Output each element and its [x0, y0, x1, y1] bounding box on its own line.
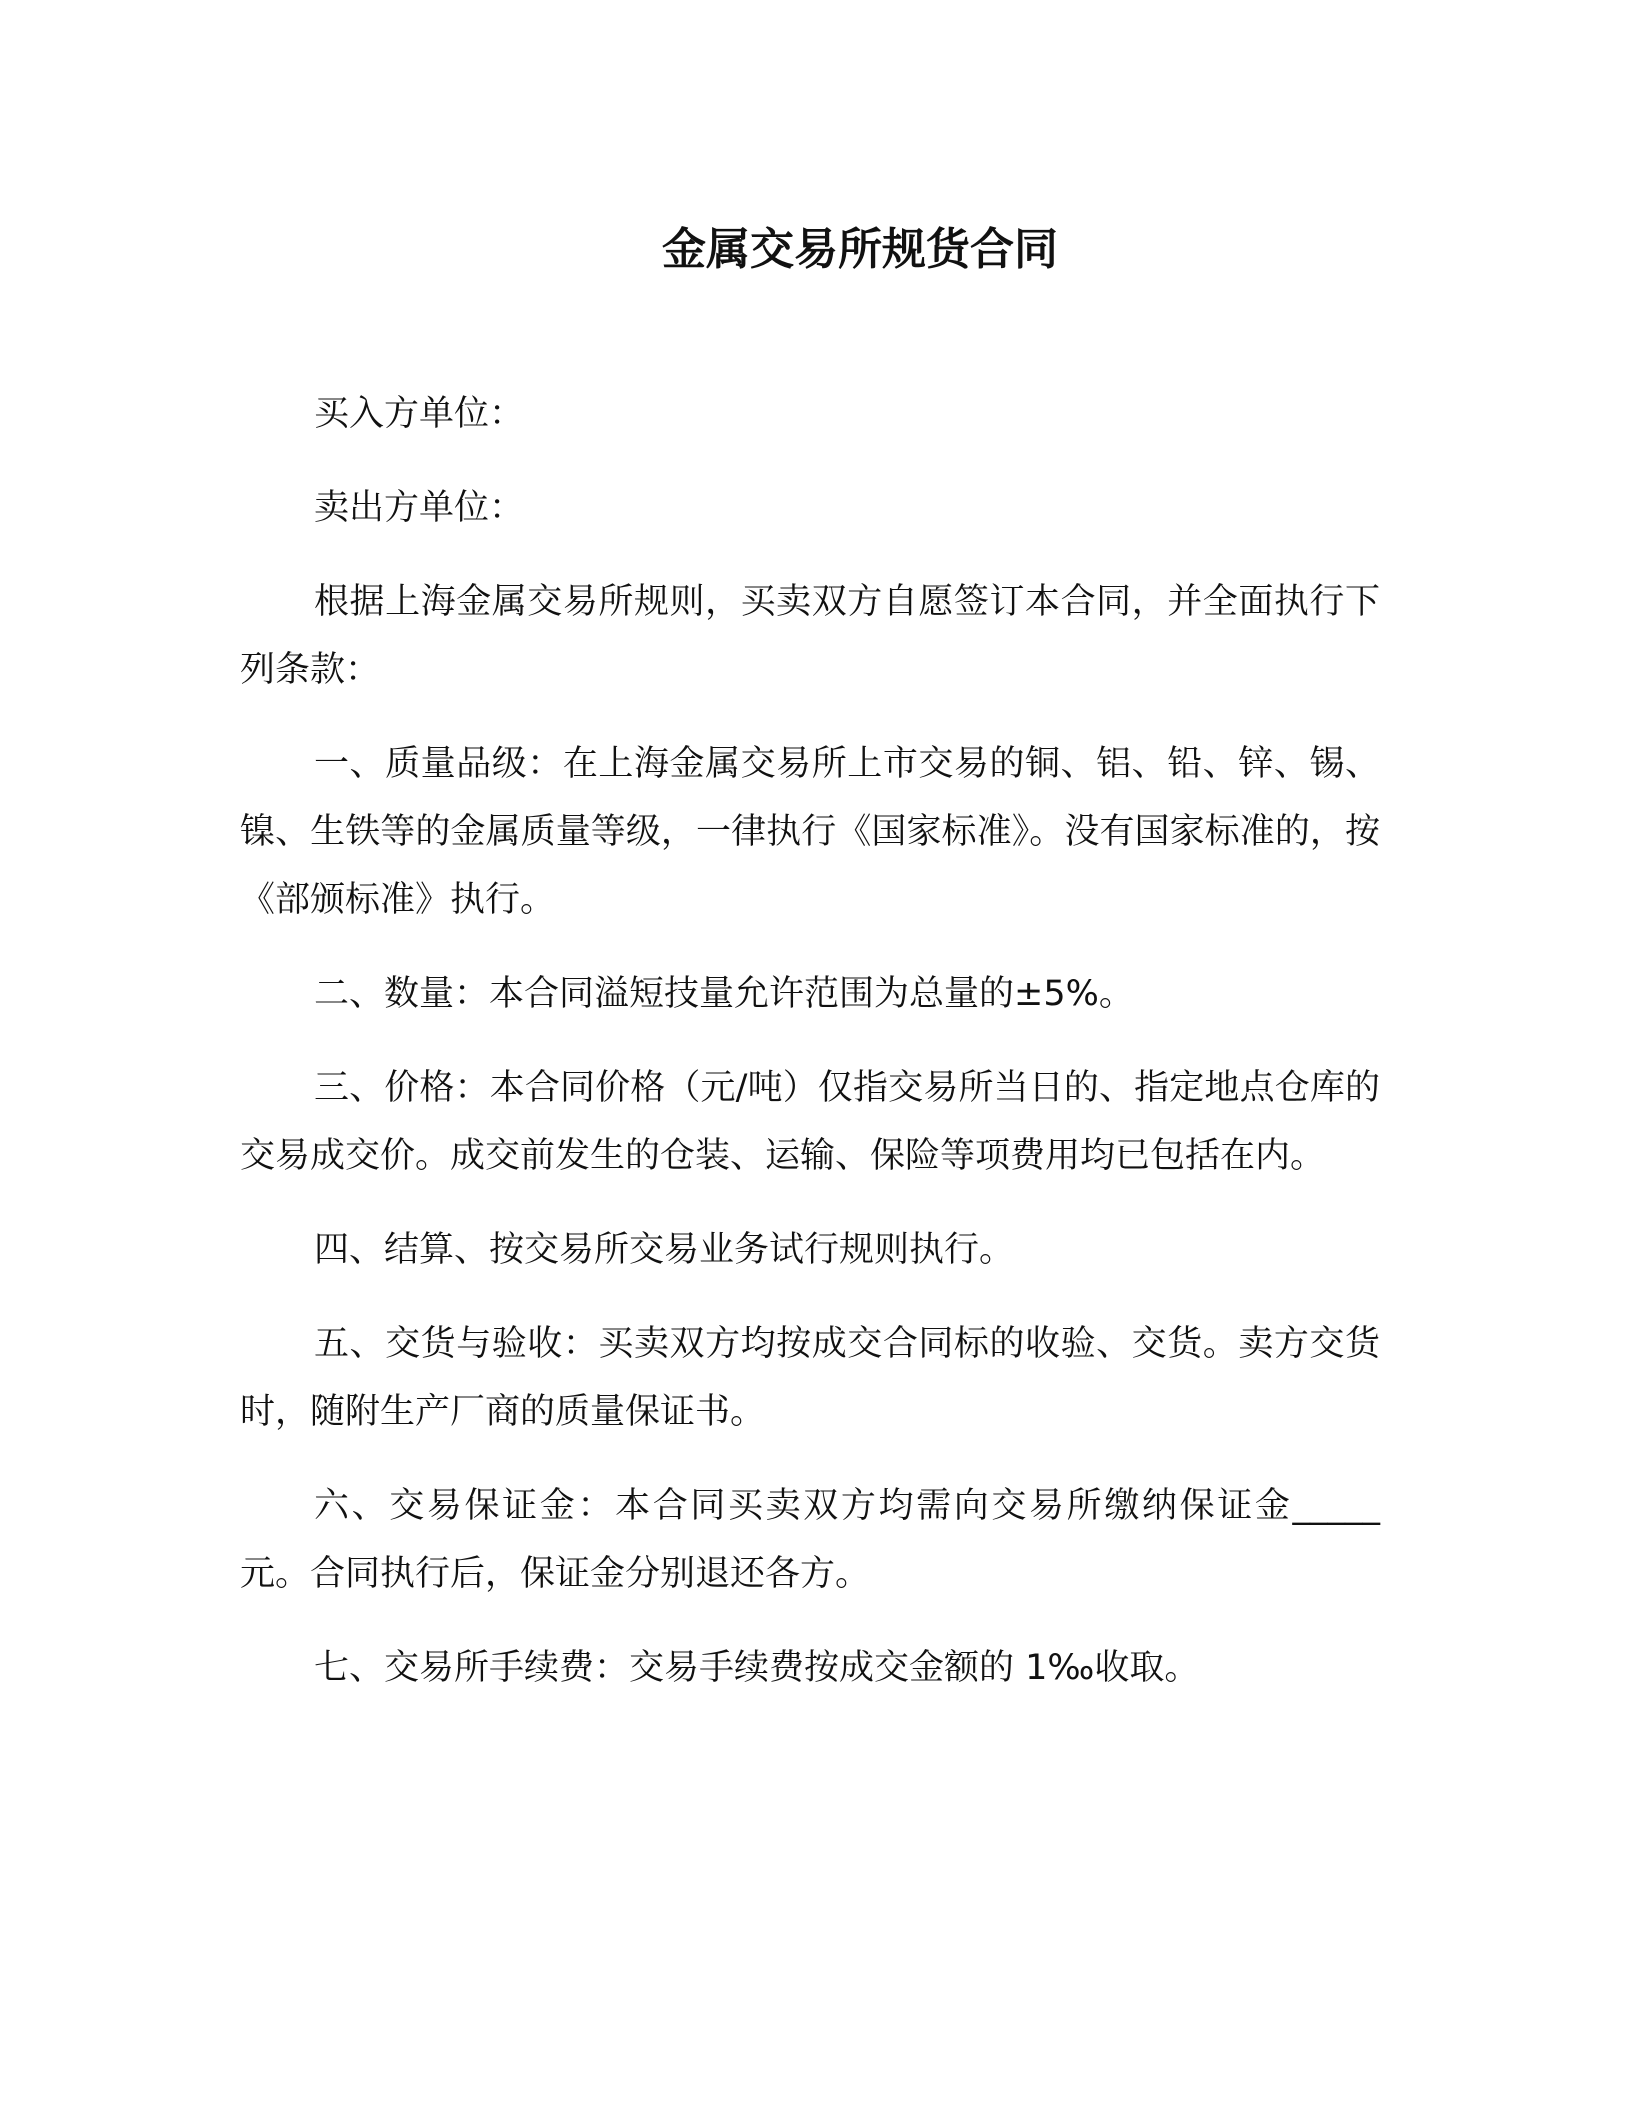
clause-delivery: 五、交货与验收：买卖双方均按成交合同标的收验、交货。卖方交货时，随附生产厂商的质量保证书。 [240, 1324, 1380, 1432]
seller-unit-line: 卖出方单位： [314, 488, 525, 528]
clause-quality: 一、质量品级：在上海金属交易所上市交易的铜、铝、铅、锌、锡、镍、生铁等的金属质量等级，一律执行《国家标准》。没有国家标准的，按《部颁标准》执行。 [240, 744, 1380, 920]
buyer-unit-line: 买入方单位： [314, 394, 525, 434]
document-body [240, 380, 1380, 1728]
clause-fee: 七、交易所手续费：交易手续费按成交金额的 1‰收取。 [314, 1648, 1200, 1688]
clause-deposit: 六、交易保证金：本合同买卖双方均需向交易所缴纳保证金_____元。合同执行后，保证金分别退还各方。 [240, 1486, 1380, 1594]
clause-settlement: 四、结算、按交易所交易业务试行规则执行。 [314, 1230, 1015, 1270]
clause-price: 三、价格：本合同价格（元/吨）仅指交易所当日的、指定地点仓库的交易成交价。成交前发生的仓装、运输、保险等项费用均已包括在内。 [240, 1068, 1380, 1176]
document-title: 金属交易所规货合同 [662, 224, 1058, 275]
preamble-paragraph: 根据上海金属交易所规则，买卖双方自愿签订本合同，并全面执行下列条款： [240, 582, 1380, 690]
clause-quantity: 二、数量：本合同溢短技量允许范围为总量的±5%。 [314, 974, 1134, 1014]
